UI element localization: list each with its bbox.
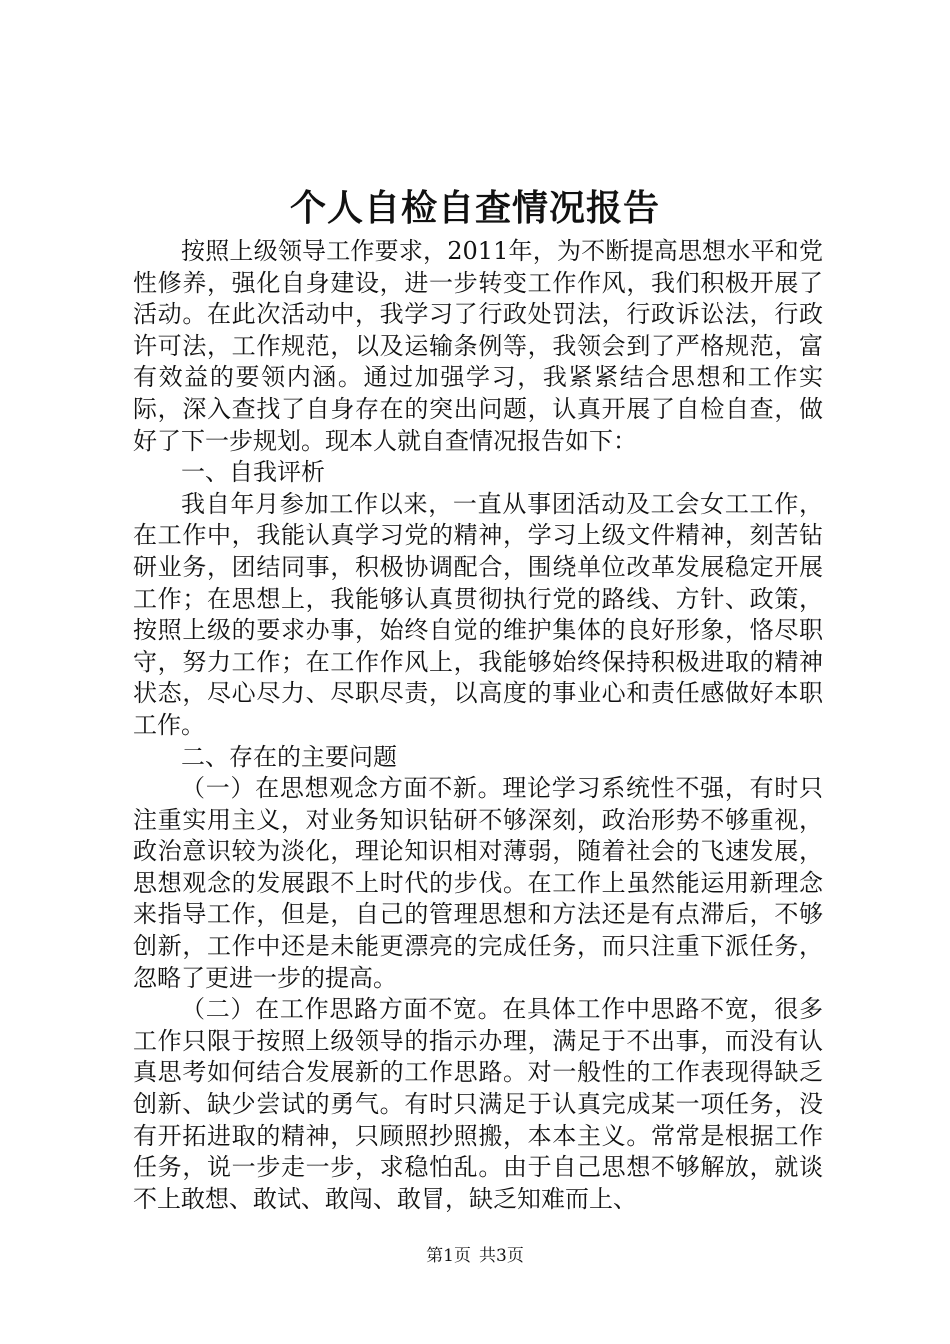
problem-paragraph-2: （二）在工作思路方面不宽。在具体工作中思路不宽，很多工作只限于按照上级领导的指示办理，满足于不出事，而没有认真思考如何结合发展新的工作思路。对一般性的工作表现得缺乏创新、缺少尝试的勇气。有时只满足于认真完成某一项任务，没有开拓进取的精神，只顾照抄照搬，本本主义。常常是根据工作任务，说一步走一步，求稳怕乱。由于自己思想不够解放，就谈不上敢想、敢试、敢闯、敢冒，缺乏知难而上、	[133, 995, 823, 1213]
page-total: 共3页	[479, 1246, 524, 1266]
page-number: 第1页	[426, 1246, 471, 1266]
section-heading-self-assessment: 一、自我评析	[181, 458, 325, 487]
document-title: 个人自检自查情况报告	[289, 187, 660, 229]
section-heading-main-problems: 二、存在的主要问题	[181, 742, 397, 771]
problem-paragraph-1: （一）在思想观念方面不新。理论学习系统性不强，有时只注重实用主义，对业务知识钻研不够深刻，政治形势不够重视，政治意识较为淡化，理论知识相对薄弱，随着社会的飞速发展，思想观念的发展跟不上时代的步伐。在工作上虽然能运用新理念来指导工作，但是，自己的管理思想和方法还是有点滞后，不够创新，工作中还是未能更漂亮的完成任务，而只注重下派任务，忽略了更进一步的提高。	[133, 774, 823, 992]
page-footer	[0, 1244, 950, 1268]
intro-paragraph: 按照上级领导工作要求，2011年，为不断提高思想水平和党性修养，强化自身建设，进一步转变工作作风，我们积极开展了活动。在此次活动中，我学习了行政处罚法，行政诉讼法，行政许可法，工作规范，以及运输条例等，我领会到了严格规范，富有效益的要领内涵。通过加强学习，我紧紧结合思想和工作实际，深入查找了自身存在的突出问题，认真开展了自检自查，做好了下一步规划。现本人就自查情况报告如下：	[133, 237, 823, 455]
document-body	[133, 236, 823, 1215]
self-assessment-paragraph: 我自年月参加工作以来，一直从事团活动及工会女工工作，在工作中，我能认真学习党的精神，学习上级文件精神，刻苦钻研业务，团结同事，积极协调配合，围绕单位改革发展稳定开展工作；在思想上，我能够认真贯彻执行党的路线、方针、政策，按照上级的要求办事，始终自觉的维护集体的良好形象，恪尽职守，努力工作；在工作作风上，我能够始终保持积极进取的精神状态，尽心尽力、尽职尽责，以高度的事业心和责任感做好本职工作。	[133, 489, 823, 739]
